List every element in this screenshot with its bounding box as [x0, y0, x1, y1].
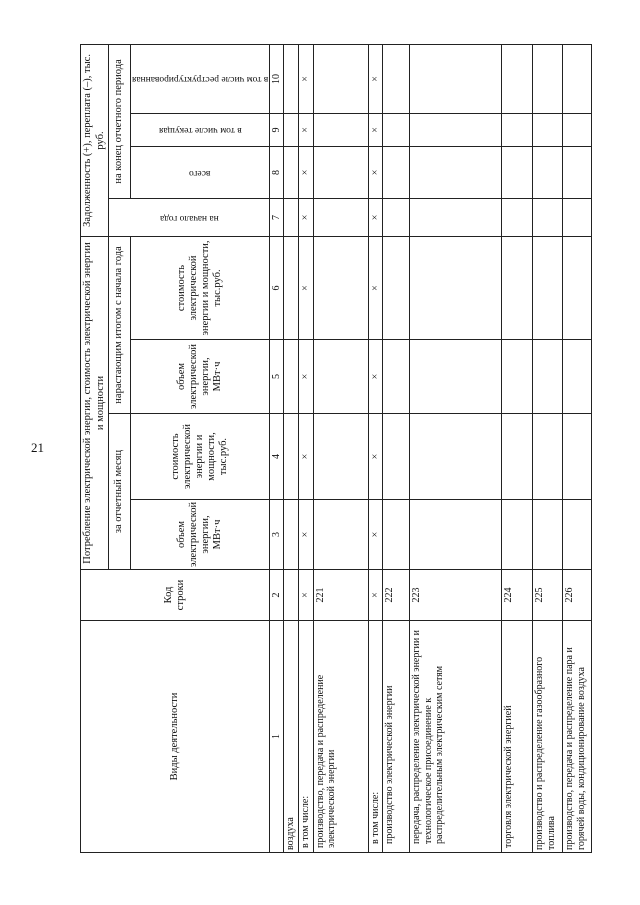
row-value-cell	[533, 414, 563, 500]
row-value-cell	[563, 198, 592, 236]
table-row	[368, 44, 383, 852]
row-value-cell	[533, 340, 563, 414]
row-value-cell	[383, 236, 410, 339]
col-number: 5	[270, 340, 284, 414]
row-value-cell	[502, 113, 533, 146]
row-value-cell	[313, 500, 368, 570]
row-code: 226	[563, 570, 592, 621]
row-value-cell	[410, 146, 502, 198]
row-value-cell	[502, 146, 533, 198]
header-start-year-text: на начало года	[159, 212, 219, 223]
row-code: 225	[533, 570, 563, 621]
cross-mark: ×	[368, 44, 383, 113]
row-value-cell	[533, 236, 563, 339]
cross-mark: ×	[299, 340, 314, 414]
cross-mark: ×	[299, 500, 314, 570]
table-row	[410, 44, 502, 852]
row-activity-name: в том числе:	[299, 621, 314, 853]
row-value-cell	[383, 146, 410, 198]
cross-mark: ×	[368, 340, 383, 414]
row-value-cell	[383, 414, 410, 500]
cross-mark: ×	[368, 500, 383, 570]
cross-mark: ×	[299, 113, 314, 146]
row-value-cell	[533, 198, 563, 236]
col-number: 8	[270, 146, 284, 198]
row-value-cell	[313, 414, 368, 500]
row-value-cell	[563, 236, 592, 339]
col-number: 9	[270, 113, 284, 146]
cross-mark: ×	[368, 113, 383, 146]
row-value-cell	[284, 236, 299, 339]
row-value-cell	[563, 44, 592, 113]
cross-mark: ×	[299, 198, 314, 236]
column-number-row	[270, 44, 284, 852]
row-code: ×	[368, 570, 383, 621]
header-end-current-text: в том числе текущая	[158, 125, 242, 136]
header-end-total	[131, 146, 270, 198]
row-value-cell	[533, 500, 563, 570]
row-value-cell	[410, 198, 502, 236]
cross-mark: ×	[299, 236, 314, 339]
energy-consumption-table	[80, 44, 592, 853]
header-ytd-volume: объем электрической энергии, МВт·ч	[131, 340, 270, 414]
row-value-cell	[313, 236, 368, 339]
row-value-cell	[563, 113, 592, 146]
row-value-cell	[410, 500, 502, 570]
header-end-total-text: всего	[189, 167, 211, 178]
row-code: 223	[410, 570, 502, 621]
row-value-cell	[563, 500, 592, 570]
header-end-current	[131, 113, 270, 146]
row-value-cell	[563, 414, 592, 500]
row-value-cell	[313, 340, 368, 414]
row-activity-name: торговля электрической энергией	[502, 621, 533, 853]
row-value-cell	[313, 146, 368, 198]
col-number: 3	[270, 500, 284, 570]
header-consumption-group: Потребление электрической энергии, стоимость электрической энергии и мощности	[81, 236, 109, 569]
header-month-volume: объем электрической энергии, МВт·ч	[131, 500, 270, 570]
table-row	[299, 44, 314, 852]
cross-mark: ×	[368, 236, 383, 339]
row-value-cell	[502, 198, 533, 236]
row-value-cell	[410, 340, 502, 414]
row-value-cell	[563, 340, 592, 414]
row-value-cell	[563, 146, 592, 198]
row-value-cell	[313, 113, 368, 146]
row-value-cell	[284, 500, 299, 570]
table-row	[284, 44, 299, 852]
row-value-cell	[383, 113, 410, 146]
row-code: 221	[313, 570, 368, 621]
row-value-cell	[410, 113, 502, 146]
page-number: 21	[31, 440, 44, 455]
row-value-cell	[502, 340, 533, 414]
row-value-cell	[383, 44, 410, 113]
table-row	[502, 44, 533, 852]
cross-mark: ×	[368, 414, 383, 500]
col-number: 2	[270, 570, 284, 621]
row-code	[284, 570, 299, 621]
row-activity-name: воздуха	[284, 621, 299, 853]
row-activity-name: производство и распределение газообразного топлива	[533, 621, 563, 853]
row-value-cell	[410, 236, 502, 339]
row-value-cell	[313, 44, 368, 113]
report-table-frame	[80, 45, 592, 853]
cross-mark: ×	[368, 198, 383, 236]
header-start-year	[109, 198, 270, 236]
row-value-cell	[410, 44, 502, 113]
row-value-cell	[284, 340, 299, 414]
row-activity-name: производство электрической энергии	[383, 621, 410, 853]
col-number: 4	[270, 414, 284, 500]
row-value-cell	[284, 146, 299, 198]
header-debt-group: Задолженность (+), переплата (–), тыс. руб.	[81, 44, 109, 236]
cross-mark: ×	[368, 146, 383, 198]
header-end-restructured-text: в том числе реструктурированная	[132, 74, 269, 85]
col-number: 7	[270, 198, 284, 236]
row-value-cell	[284, 113, 299, 146]
row-value-cell	[502, 236, 533, 339]
row-value-cell	[284, 44, 299, 113]
row-activity-name: передача, распределение электрической энергии и технологическое присоединение к распределительным электрическим сетям	[410, 621, 502, 853]
row-value-cell	[410, 414, 502, 500]
header-end-period: на конец отчетного периода	[109, 44, 131, 198]
row-value-cell	[533, 146, 563, 198]
col-number: 6	[270, 236, 284, 339]
col-number: 1	[270, 621, 284, 853]
table-row	[313, 44, 368, 852]
row-value-cell	[383, 340, 410, 414]
row-code: 224	[502, 570, 533, 621]
row-value-cell	[502, 500, 533, 570]
table-row	[563, 44, 592, 852]
row-value-cell	[502, 414, 533, 500]
header-end-restructured	[131, 44, 270, 113]
header-ytd-cost: стоимость электрической энергии и мощности, тыс.руб.	[131, 236, 270, 339]
col-number: 10	[270, 44, 284, 113]
row-value-cell	[533, 44, 563, 113]
table-row	[383, 44, 410, 852]
cross-mark: ×	[299, 44, 314, 113]
row-code: ×	[299, 570, 314, 621]
row-value-cell	[502, 44, 533, 113]
row-value-cell	[284, 198, 299, 236]
header-activity: Виды деятельности	[81, 621, 270, 853]
row-value-cell	[313, 198, 368, 236]
row-activity-name: в том числе:	[368, 621, 383, 853]
header-month: за отчетный месяц	[109, 414, 131, 570]
row-activity-name: производство, передача и распределение электрической энергии	[313, 621, 368, 853]
header-month-cost: стоимость электрической энергии и мощности, тыс.руб.	[131, 414, 270, 500]
table-row	[533, 44, 563, 852]
row-code: 222	[383, 570, 410, 621]
header-ytd: нарастающим итогом с начала года	[109, 236, 131, 413]
row-value-cell	[284, 414, 299, 500]
cross-mark: ×	[299, 414, 314, 500]
row-value-cell	[383, 198, 410, 236]
row-activity-name: производство, передача и распределение пара и горячей воды, кондиционирование воздуха	[563, 621, 592, 853]
row-value-cell	[533, 113, 563, 146]
cross-mark: ×	[299, 146, 314, 198]
header-code: Код строки	[81, 570, 270, 621]
row-value-cell	[383, 500, 410, 570]
